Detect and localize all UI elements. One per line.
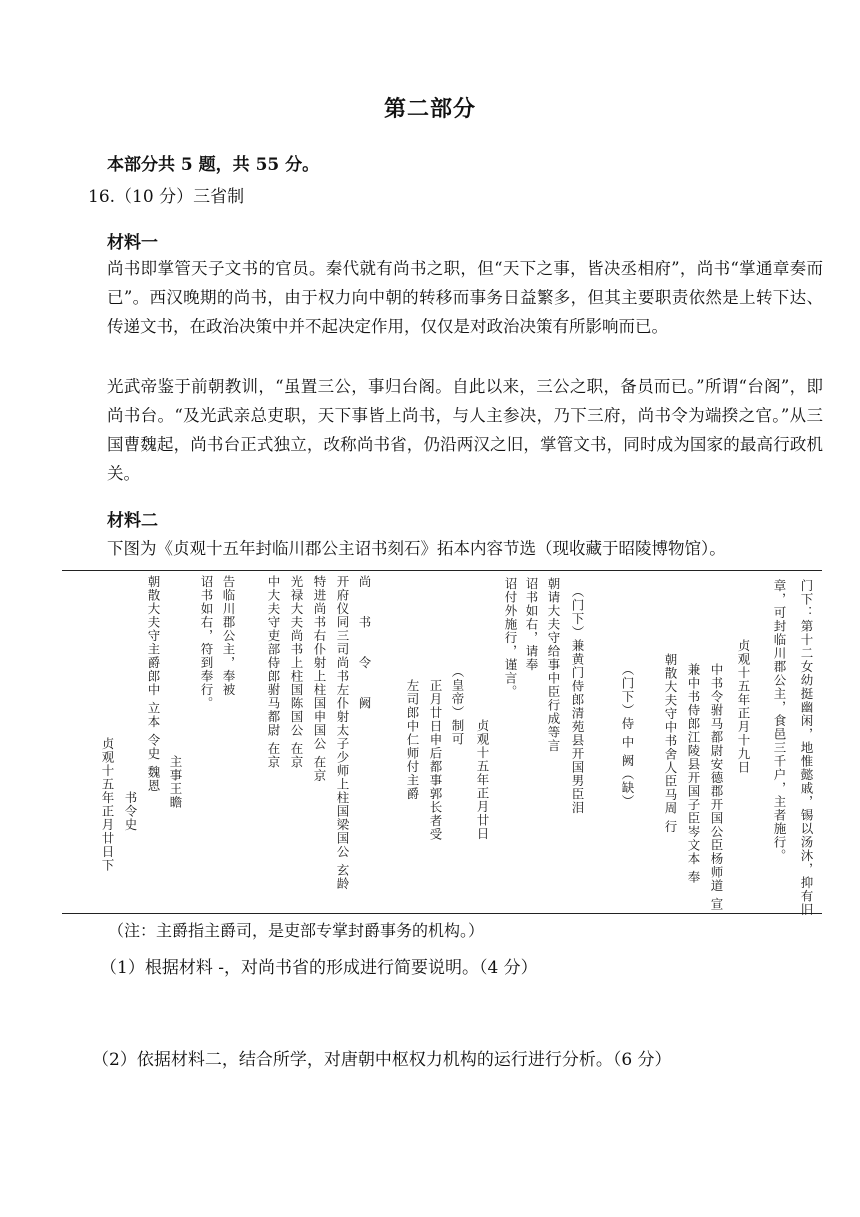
rubbing-column: 诏书如右，请奉: [524, 577, 539, 672]
section-intro: 本部分共 5 题，共 55 分。: [107, 155, 320, 175]
rubbing-column: 兼中书侍郎江陵县开国子臣岑文本 奉: [686, 663, 701, 884]
rubbing-column: （皇帝）制可: [450, 665, 465, 746]
rubbing-column: 尚 书 令 阙: [357, 575, 372, 721]
rubbing-column: 门下：第十二女幼挺幽闲，地惟懿戚，锡以汤沐，抑有旧: [799, 579, 814, 917]
rubbing-column: （门下）兼黄门侍郎清苑县开国男臣泪: [570, 585, 585, 815]
rubbing-column: 诏付外施行，谨言。: [503, 577, 518, 699]
rubbing-column: 章，可封临川郡公主，食邑三千户，主者施行。: [772, 579, 787, 863]
rubbing-column: 中书令驸马都尉安德郡开国公臣杨师道 宣: [709, 663, 724, 911]
sub-question-1: （1）根据材料 -，对尚书省的形成进行简要说明。（4 分）: [100, 958, 538, 978]
rubbing-column: 正月廿日申后都事郭长者受: [428, 679, 443, 841]
rubbing-column: 中大夫守吏部侍郎驸马都尉 在京: [266, 575, 281, 769]
rubbing-column: 告临川郡公主，奉被: [221, 575, 236, 697]
question-heading: 16.（10 分）三省制: [88, 187, 245, 207]
rubbing-column: 贞观十五年正月十九日: [736, 639, 751, 774]
footnote: （注：主爵指主爵司，是吏部专掌封爵事务的机构。）: [108, 921, 485, 940]
rubbing-column: 贞观十五年正月廿日: [475, 719, 490, 841]
rubbing-column: 光禄大夫尚书上柱国陈国公 在京: [289, 575, 304, 769]
sub-question-2: （2）依据材料二，结合所学，对唐朝中枢权力机构的运行进行分析。（6 分）: [92, 1050, 672, 1070]
rubbing-column: 主事王瞻: [168, 755, 183, 809]
rubbing-column: （门下）侍 中 阙（缺）: [620, 663, 635, 808]
rubbing-column: 特进尚书右仆射上柱国申国公 在京: [312, 575, 327, 783]
material-one-title: 材料一: [107, 233, 158, 253]
rubbing-column: 朝散大夫守主爵郎中 立本 令史 魏恩: [146, 575, 161, 793]
rubbing-column: 朝请大夫守给事中臣行成等言: [546, 577, 561, 753]
rubbing-column: 朝散大夫守中书舍人臣马周 行: [663, 653, 678, 834]
rubbing-column: 开府仪同三司尚书左仆射太子少师上柱国梁国公 玄龄: [335, 575, 350, 891]
rubbing-column: 诏书如右，符到奉行。: [199, 575, 214, 710]
material-two-intro: 下图为《贞观十五年封临川郡公主诏书刻石》拓本内容节选（现收藏于昭陵博物馆）。: [107, 539, 726, 558]
rubbing-column: 贞观十五年正月廿日下: [100, 737, 115, 872]
section-title: 第二部分: [383, 96, 476, 122]
rubbing-column: 书令史: [123, 791, 138, 832]
rubbing-column: 左司郎中仁师付主爵: [405, 679, 420, 801]
material-one-paragraph-2: 光武帝鉴于前朝教训，“虽置三公，事归台阁。自此以来，三公之职，备员而已。”所谓“台阁”，即尚书台。“及光武亲总吏职，天下事皆上尚书，与人主参决，乃下三府，尚书令为端揆之官。”从三国曹魏起，尚书台正式独立，改称尚书省，仍沿两汉之旧，掌管文书，同时成为国家的最高行政机关。: [107, 377, 823, 483]
material-one-paragraph-1: 尚书即掌管天子文书的官员。秦代就有尚书之职，但“天下之事，皆决丞相府”，尚书“掌通章奏而已”。西汉晚期的尚书，由于权力向中朝的转移而事务日益繁多，但其主要职责依然是上转下达、传递文书，在政治决策中并不起决定作用，仅仅是对政治决策有所影响而已。: [107, 259, 823, 336]
material-two-title: 材料二: [107, 511, 158, 531]
stone-rubbing-transcription: [62, 570, 822, 917]
